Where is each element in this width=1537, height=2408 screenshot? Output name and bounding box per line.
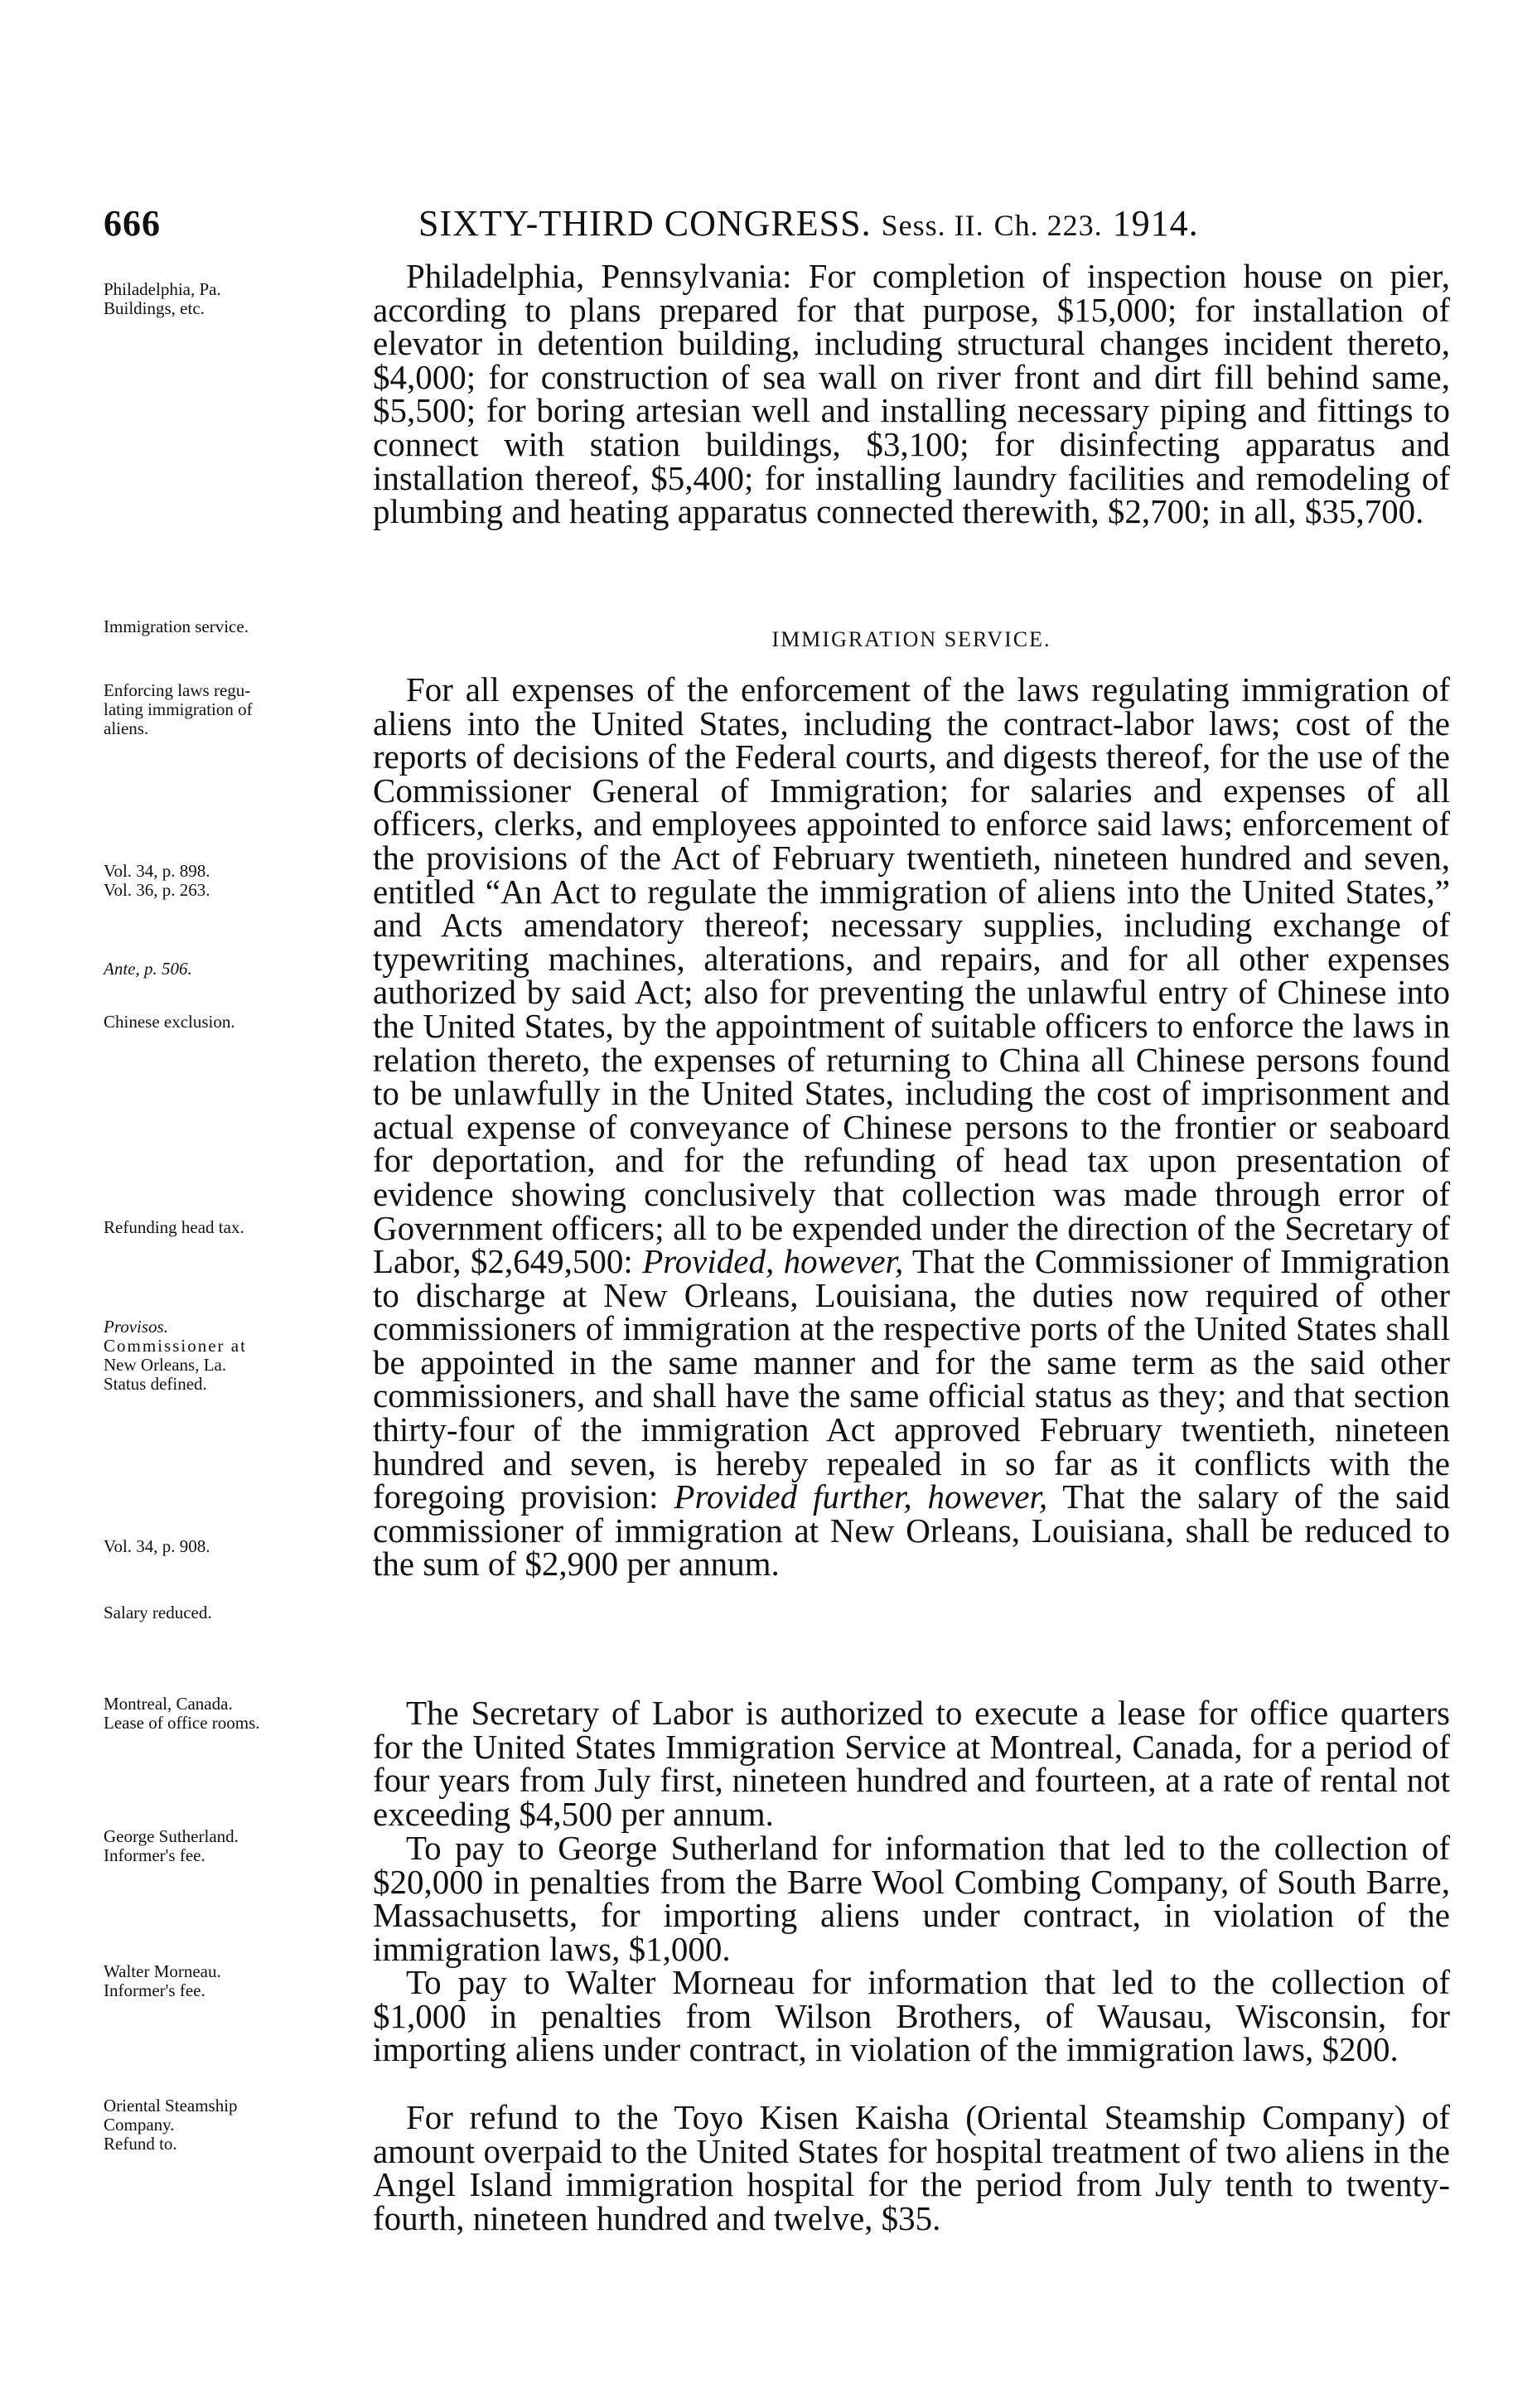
running-header xyxy=(104,199,1450,249)
margin-note-line: aliens. xyxy=(104,718,149,738)
margin-note-morneau xyxy=(104,1962,377,2000)
margin-note-ante xyxy=(104,960,377,979)
enforcement-text-b: That the Commissioner of Immigration to discharge at New Orleans, Louisiana, the duties now required of other commissioners of immigration at the respective ports of the United States shall be appointed in the same manner and for the same term as the said other commissioners, and shall have the same official status as they; and that section thirty-four of the immigration Act approved February twentieth, nineteen hundred and seven, is hereby repealed in so far as it conflicts with the foregoing provision: xyxy=(373,1242,1450,1516)
margin-note-line: Company. xyxy=(104,2115,175,2135)
running-title-congress: SIXTY-THIRD CONGRESS. xyxy=(418,203,872,244)
margin-note-refunding xyxy=(104,1218,377,1237)
margin-note-provisos xyxy=(104,1318,377,1394)
paragraph-morneau: To pay to Walter Morneau for information that led to the collection of $1,000 in penalties from Wilson Brothers, of Wausau, Wisconsin, for importing aliens under contract, in violation of the immigration laws, $200. xyxy=(373,1963,1450,2069)
paragraph-enforcement xyxy=(373,670,1450,1584)
margin-note-line: Informer's fee. xyxy=(104,1845,205,1865)
margin-note-enforcing xyxy=(104,681,377,738)
margin-note-line: Immigration service. xyxy=(104,617,249,636)
margin-note-chinese xyxy=(104,1013,377,1032)
paragraph-philadelphia: Philadelphia, Pennsylvania: For completion of inspection house on pier, according to plans prepared for that purpose, $15,000; for installation of elevator in detention building, including structural changes incident thereto, $4,000; for construction of sea wall on river front and dirt fill behind same, $5,500; for boring artesian well and installing necessary piping and fittings to connect with station buildings, $3,100; for disinfecting apparatus and installation thereof, $5,400; for installing laundry facilities and remodeling of plumbing and heating apparatus connected therewith, $2,700; in all, $35,700. xyxy=(373,257,1450,531)
enforcement-text-c: That the salary of the said commissioner of immigration at New Orleans, Louisiana, shall be reduced to the sum of $2,900 per annum. xyxy=(373,1477,1450,1584)
margin-note-salary xyxy=(104,1603,377,1622)
margin-note-sutherland xyxy=(104,1827,377,1865)
margin-note-line: Montreal, Canada. xyxy=(104,1694,233,1714)
margin-note-line: Refunding head tax. xyxy=(104,1217,244,1237)
margin-note-immigration xyxy=(104,617,377,636)
margin-note-montreal xyxy=(104,1695,377,1733)
margin-note-line: Ante, p. 506. xyxy=(104,959,192,979)
paragraph-montreal: The Secretary of Labor is authorized to execute a lease for office quarters for the United States Immigration Service at Montreal, Canada, for a period of four years from July first, nineteen hundred and fourteen, at a rate of rental not exceeding $4,500 per annum. xyxy=(373,1694,1450,1833)
margin-note-oriental xyxy=(104,2096,377,2154)
margin-note-line: Salary reduced. xyxy=(104,1603,212,1622)
margin-note-line: Provisos. xyxy=(104,1317,168,1337)
margin-note-line: Commissioner at xyxy=(104,1336,247,1356)
margin-note-line: Vol. 36, p. 263. xyxy=(104,880,210,900)
enforcement-text-a: For all expenses of the enforcement of the laws regulating immigration of aliens into the United States, including the contract-labor laws; cost of the reports of decisions of the Federal courts, and digests thereof, for the use of the Commissioner General of Immigration; for salaries and expenses of all officers, clerks, and employees appointed to enforce said laws; enforcement of the provisions of the Act of February twentieth, nineteen hundred and seven, entitled “An Act to regulate the immigration of aliens into the United States,” and Acts amendatory thereof; necessary supplies, including exchange of typewriting machines, alterations, and repairs, and for all other expenses authorized by said Act; also for preventing the unlawful entry of Chinese into the United States, by the appointment of suitable officers to enforce the laws in relation thereto, the expenses of returning to China all Chinese persons found to be unlawfully in the United States, including the cost of imprisonment and actual expense of conveyance of Chinese persons to the frontier or seaboard for deportation, and for the refunding of head tax upon presentation of evidence showing conclusively that collection was made through error of Government officers; all to be expended under the direction of the Secretary of Labor, $2,649,500: xyxy=(373,670,1450,1281)
page-number: 666 xyxy=(104,203,161,244)
margin-note-line: Lease of office rooms. xyxy=(104,1713,260,1733)
paragraph-oriental: For refund to the Toyo Kisen Kaisha (Oriental Steamship Company) of amount overpaid to the United States for hospital treatment of two aliens in the Angel Island immigration hospital for the period from July tenth to twenty-fourth, nineteen hundred and twelve, $35. xyxy=(373,2098,1450,2237)
margin-note-line: New Orleans, La. xyxy=(104,1355,227,1375)
margin-note-vol34b xyxy=(104,1537,377,1556)
margin-note-line: Buildings, etc. xyxy=(104,298,205,318)
margin-note-line: Oriental Steamship xyxy=(104,2096,238,2115)
running-title xyxy=(418,199,1199,250)
paragraph-sutherland: To pay to George Sutherland for information that led to the collection of $20,000 in penalties from the Barre Wool Combing Company, of South Barre, Massachusetts, for importing aliens under contract, in violation of the immigration laws, $1,000. xyxy=(373,1829,1450,1968)
margin-note-line: Enforcing laws regu- xyxy=(104,680,251,700)
margin-note-line: Philadelphia, Pa. xyxy=(104,279,221,299)
margin-note-line: Walter Morneau. xyxy=(104,1961,221,1981)
running-title-session: Sess. II. xyxy=(881,209,984,242)
running-title-year: 1914. xyxy=(1112,203,1199,244)
margin-note-line: George Sutherland. xyxy=(104,1826,239,1846)
margin-note-line: lating immigration of xyxy=(104,699,253,719)
running-title-chapter: Ch. 223. xyxy=(993,209,1103,242)
margin-note-philadelphia xyxy=(104,280,377,318)
section-heading: IMMIGRATION SERVICE. xyxy=(771,627,1051,651)
margin-note-line: Vol. 34, p. 898. xyxy=(104,861,210,881)
proviso-provided-further: Provided further, however, xyxy=(674,1477,1048,1516)
margin-note-line: Chinese exclusion. xyxy=(104,1012,235,1032)
proviso-provided-however: Provided, however, xyxy=(642,1242,904,1281)
margin-note-line: Refund to. xyxy=(104,2134,177,2154)
margin-note-line: Status defined. xyxy=(104,1374,207,1394)
margin-note-line: Informer's fee. xyxy=(104,1980,205,2000)
margin-note-vol34 xyxy=(104,862,377,900)
margin-note-line: Vol. 34, p. 908. xyxy=(104,1536,210,1556)
